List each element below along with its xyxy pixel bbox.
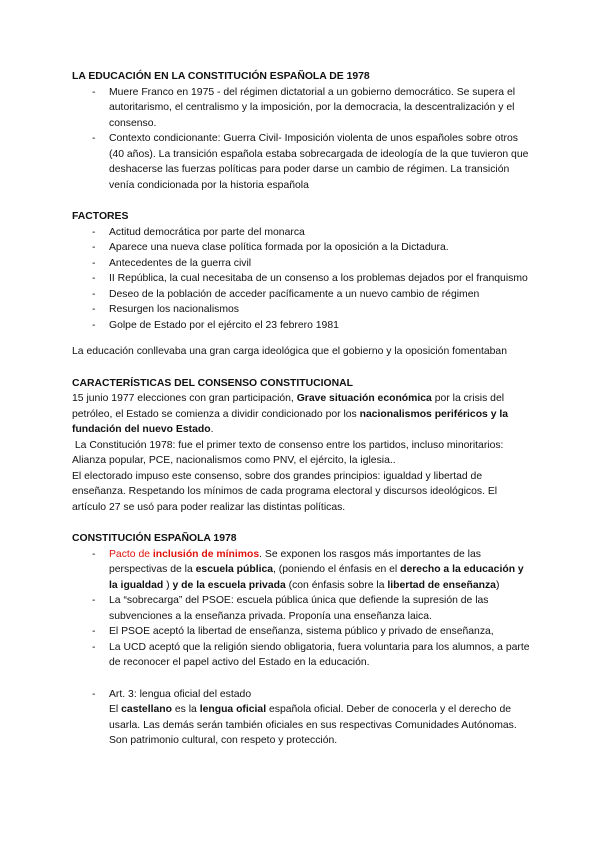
list-factores <box>72 225 532 334</box>
list-item: - La “sobrecarga” del PSOE: escuela pública única que defiende la supresión de las subvenciones a la enseñanza privada. Proponía una enseñanza laica. <box>72 593 532 624</box>
list-contexto <box>72 85 532 194</box>
list-constitucion <box>72 547 532 671</box>
list-item: - Deseo de la población de acceder pacíficamente a un nuevo cambio de régimen <box>72 287 532 303</box>
list-item: - La UCD aceptó que la religión siendo obligatoria, fuera voluntaria para los alumnos, a parte de reconocer el papel activo del Estado en la educación. <box>72 640 532 671</box>
section-title-consenso: CARACTERÍSTICAS DEL CONSENSO CONSTITUCIONAL <box>72 377 353 389</box>
list-item: - El PSOE aceptó la libertad de enseñanza, sistema público y privado de enseñanza, <box>72 624 532 640</box>
list-item: - Muere Franco en 1975 - del régimen dictatorial a un gobierno democrático. Se supera el autoritarismo, el centralismo y la imposición, por la democracia, la descentralización y el consenso. <box>72 85 532 132</box>
section-title-factores: FACTORES <box>72 211 129 222</box>
paragraph-constitucion: La Constitución 1978: fue el primer texto de consenso entre los partidos, incluso minoritarios: Alianza popular, PCE, nacionalismos como PNV, el ejército, la iglesia.. <box>72 439 506 466</box>
list-item: - Art. 3: lengua oficial del estado <box>72 687 532 703</box>
paragraph-electorado: El electorado impuso este consenso, sobre dos grandes principios: igualdad y libertad de enseñanza. Respetando los mínimos de cada programa electoral y discursos ideológicos. El artículo 27 se usó para poder realizar las distintas políticas. <box>72 470 498 513</box>
section-title-educacion: LA EDUCACIÓN EN LA CONSTITUCIÓN ESPAÑOLA DE 1978 <box>72 71 370 82</box>
list-item: - Contexto condicionante: Guerra Civil- Imposición violenta de unos españoles sobre otros (40 años). La transición española estaba sobrecargada de ideología de la que tuvieron que deshacerse las fuerzas políticas para poder darse un cambio de régimen. La transición venía condicionada por la historia española <box>72 131 532 193</box>
list-item: - II República, la cual necesitaba de un consenso a los problemas dejados por el franquismo <box>72 271 532 287</box>
list-item: - Golpe de Estado por el ejército el 23 febrero 1981 <box>72 318 532 334</box>
list-item: - Actitud democrática por parte del monarca <box>72 225 532 241</box>
paragraph-elecciones: 15 junio 1977 elecciones con gran participación, Grave situación económica por la crisis del petróleo, el Estado se comienza a dividir condicionado por los nacionalismos periféricos y la fundación del nuevo Estado. <box>72 393 509 435</box>
list-item: - Pacto de inclusión de mínimos. Se exponen los rasgos más importantes de las perspectivas de la escuela pública, (poniendo el énfasis en el derecho a la educación y la igualdad ) y de la escuela privada (con énfasis sobre la libertad de enseñanza) <box>72 547 532 594</box>
list-item: - Resurgen los nacionalismos <box>72 302 532 318</box>
section-title-constitucion: CONSTITUCIÓN ESPAÑOLA 1978 <box>72 533 237 544</box>
document-body <box>72 69 532 749</box>
list-item: - Antecedentes de la guerra civil <box>72 256 532 272</box>
paragraph-lengua-oficial: El castellano es la lengua oficial española oficial. Deber de conocerla y el derecho de usarla. Las demás serán también oficiales en sus respectivas Comunidades Autónomas. Son patrimonio cultural, con respeto y protección. <box>109 704 517 746</box>
list-articulo <box>72 687 532 703</box>
list-item: - Aparece una nueva clase política formada por la oposición a la Dictadura. <box>72 240 532 256</box>
note-paragraph: La educación conllevaba una gran carga ideológica que el gobierno y la oposición fomentaban <box>72 346 507 357</box>
